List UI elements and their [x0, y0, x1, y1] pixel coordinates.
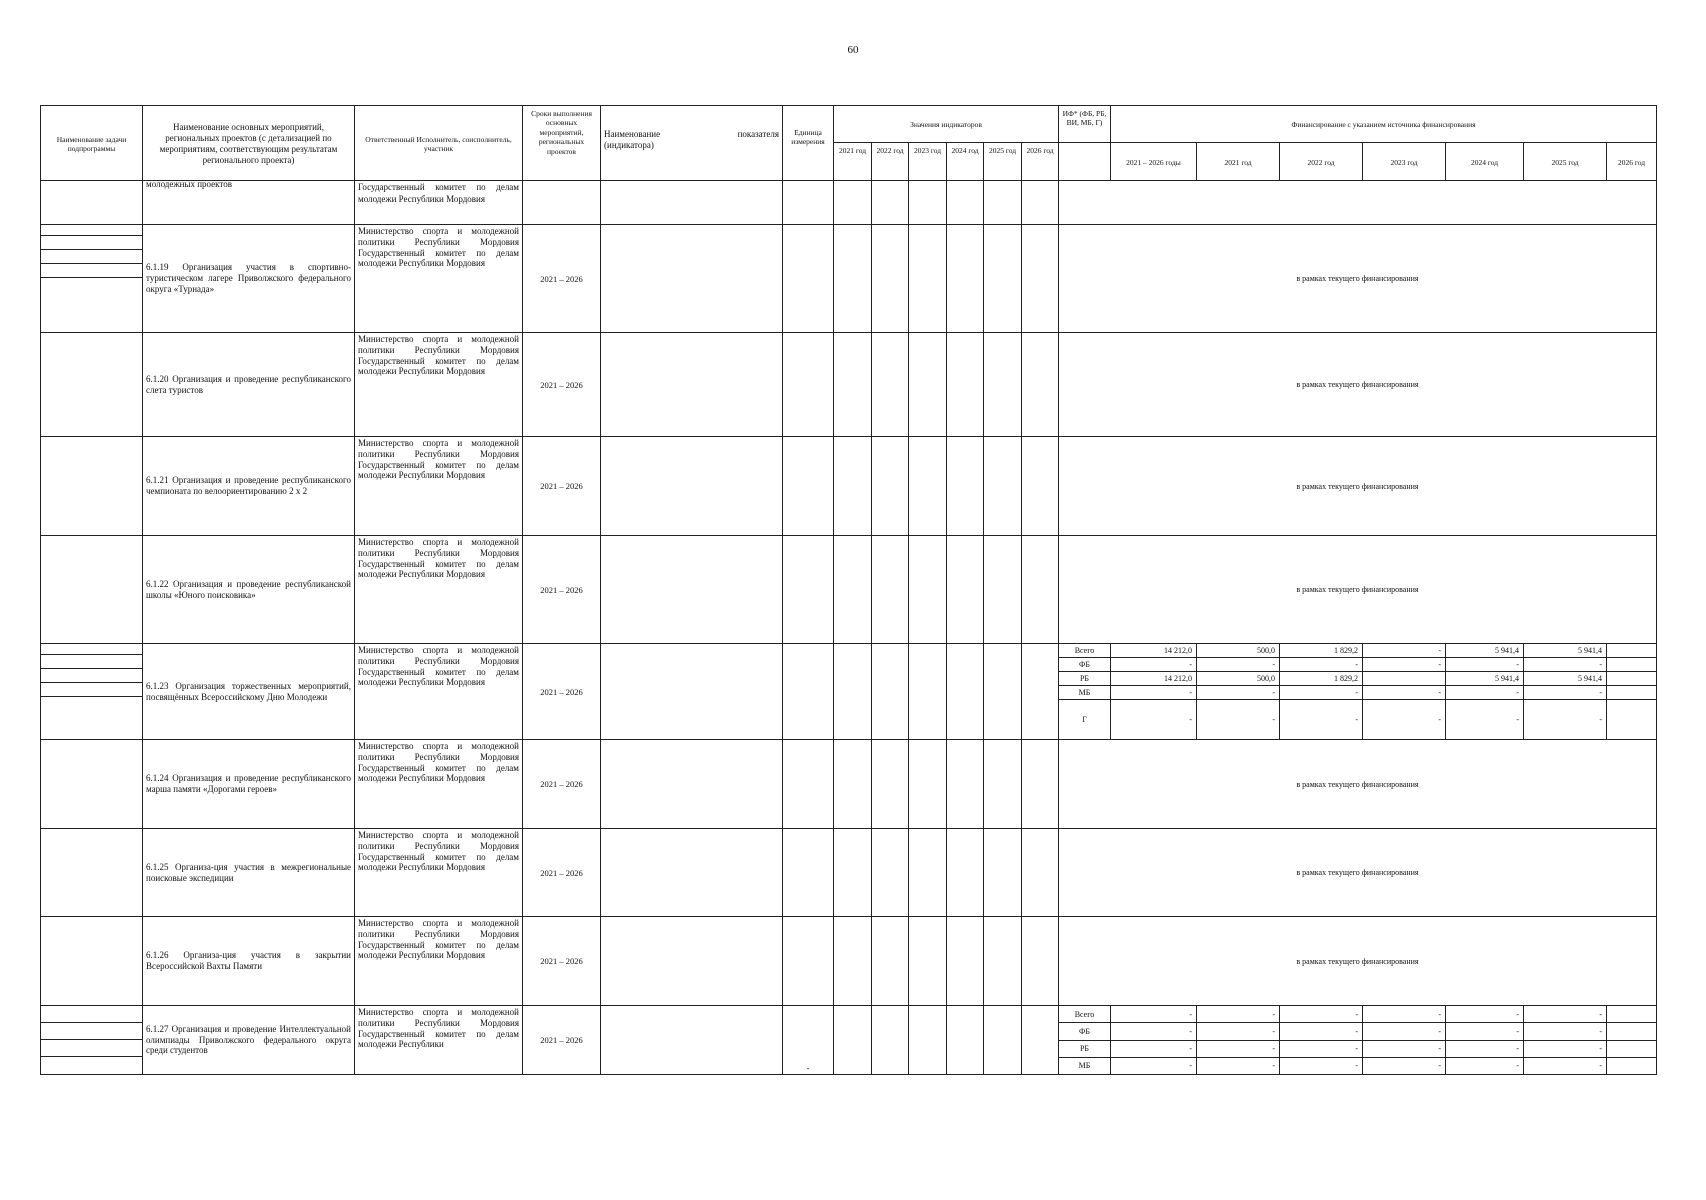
- header-task-name: Наименование задачи подпрограммы: [41, 106, 143, 181]
- value-cell: -: [1197, 1023, 1280, 1040]
- fin-year-2021: 2021 год: [1197, 143, 1280, 181]
- header-responsible: Ответственный Исполнитель, соисполнитель, участник: [355, 106, 523, 181]
- value-cell: -: [1280, 1040, 1363, 1057]
- activity-cell: 6.1.26 Организа-ция участия в закрытии Всероссийской Вахты Памяти: [143, 917, 355, 1006]
- value-cell: -: [1280, 1006, 1363, 1023]
- responsible-cell: Министерство спорта и молодежной политики Республики Мордовия Государственный комитет по делам молодежи Республики Мордовия: [355, 225, 523, 333]
- financing-cell: [1059, 181, 1657, 225]
- value-cell: 5 941,4: [1524, 644, 1607, 658]
- value-cell: -: [1280, 700, 1363, 740]
- term-cell: 2021 – 2026: [523, 536, 601, 644]
- table-row: [41, 917, 1657, 1006]
- value-cell: 500,0: [1197, 672, 1280, 686]
- table-row: [41, 536, 1657, 644]
- value-cell: [1607, 700, 1657, 740]
- indicator-name-right: показателя: [737, 129, 779, 139]
- value-cell: -: [1280, 1057, 1363, 1074]
- header-year-2026: 2026 год: [1022, 143, 1059, 181]
- header-terms: Сроки выполнения основных мероприятий, региональных проектов: [523, 106, 601, 181]
- fin-year-2022: 2022 год: [1280, 143, 1363, 181]
- activity-cell: 6.1.22 Организация и проведение республиканской школы «Юного поисковика»: [143, 536, 355, 644]
- value-cell: 14 212,0: [1111, 672, 1197, 686]
- value-cell: [1607, 672, 1657, 686]
- value-cell: -: [1363, 1057, 1446, 1074]
- source-label: ФБ: [1059, 1023, 1111, 1040]
- value-cell: -: [1111, 658, 1197, 672]
- header-row-1: [41, 106, 1657, 143]
- activity-cell: молодежных проектов: [143, 181, 355, 225]
- activity-cell: 6.1.21 Организация и проведение республиканского чемпионата по велоориентированию 2 x 2: [143, 437, 355, 536]
- value-cell: -: [1197, 1057, 1280, 1074]
- value-cell: -: [1280, 1023, 1363, 1040]
- source-label: ФБ: [1059, 658, 1111, 672]
- table-row: [41, 829, 1657, 917]
- value-cell: -: [1524, 1006, 1607, 1023]
- financing-note: в рамках текущего финансирования: [1059, 917, 1657, 1006]
- financing-note: в рамках текущего финансирования: [1059, 333, 1657, 437]
- term-cell: 2021 – 2026: [523, 740, 601, 829]
- value-cell: -: [1363, 644, 1446, 658]
- value-cell: [1607, 644, 1657, 658]
- value-cell: -: [1446, 658, 1524, 672]
- value-cell: 1 829,2: [1280, 672, 1363, 686]
- value-cell: [1607, 658, 1657, 672]
- header-year-2022: 2022 год: [872, 143, 909, 181]
- value-cell: 500,0: [1197, 644, 1280, 658]
- value-cell: -: [1197, 700, 1280, 740]
- task-cell: [41, 644, 143, 740]
- fin-year-2026: 2026 год: [1607, 143, 1657, 181]
- header-fin-source: ИФ* (ФБ, РБ, ВИ, МБ, Г): [1059, 106, 1111, 143]
- task-cell: [41, 1006, 143, 1075]
- value-cell: -: [1446, 1057, 1524, 1074]
- value-cell: -: [1446, 1040, 1524, 1057]
- financing-note: в рамках текущего финансирования: [1059, 536, 1657, 644]
- value-cell: -: [1197, 686, 1280, 700]
- term-cell: 2021 – 2026: [523, 644, 601, 740]
- financing-note: в рамках текущего финансирования: [1059, 829, 1657, 917]
- activity-cell: 6.1.24 Организация и проведение республиканского марша памяти «Дорогами героев»: [143, 740, 355, 829]
- value-cell: -: [1111, 1057, 1197, 1074]
- task-cell: [41, 333, 143, 437]
- value-cell: -: [1524, 1023, 1607, 1040]
- value-cell: -: [1111, 1023, 1197, 1040]
- value-cell: 5 941,4: [1524, 672, 1607, 686]
- term-cell: 2021 – 2026: [523, 333, 601, 437]
- task-cell: [41, 829, 143, 917]
- source-label: РБ: [1059, 672, 1111, 686]
- fin-year-total: 2021 – 2026 годы: [1111, 143, 1197, 181]
- header-year-2021: 2021 год: [834, 143, 872, 181]
- responsible-cell: Министерство спорта и молодежной политики Республики Мордовия Государственный комитет по делам молодежи Республики Мордовия: [355, 333, 523, 437]
- responsible-cell: Министерство спорта и молодежной политики Республики Мордовия Государственный комитет по делам молодежи Республики Мордовия: [355, 644, 523, 740]
- responsible-cell: Министерство спорта и молодежной политики Республики Мордовия Государственный комитет по делам молодежи Республики: [355, 1006, 523, 1075]
- value-cell: [1607, 1057, 1657, 1074]
- responsible-cell: Министерство спорта и молодежной политики Республики Мордовия Государственный комитет по делам молодежи Республики Мордовия: [355, 437, 523, 536]
- task-cell: [41, 740, 143, 829]
- fin-year-2025: 2025 год: [1524, 143, 1607, 181]
- value-cell: [1607, 1006, 1657, 1023]
- table-row: [41, 644, 1657, 658]
- source-label: МБ: [1059, 686, 1111, 700]
- value-cell: -: [1524, 1040, 1607, 1057]
- term-cell: 2021 – 2026: [523, 917, 601, 1006]
- value-cell: -: [1280, 658, 1363, 672]
- value-cell: -: [1111, 700, 1197, 740]
- table-row: [41, 181, 1657, 225]
- fin-year-2023: 2023 год: [1363, 143, 1446, 181]
- responsible-cell: Государственный комитет по делам молодежи Республики Мордовия: [355, 181, 523, 225]
- financing-note: в рамках текущего финансирования: [1059, 225, 1657, 333]
- source-label: РБ: [1059, 1040, 1111, 1057]
- value-cell: -: [1197, 1040, 1280, 1057]
- task-cell: [41, 225, 143, 333]
- unit-cell: -: [783, 1006, 834, 1075]
- value-cell: 1 829,2: [1280, 644, 1363, 658]
- value-cell: 14 212,0: [1111, 644, 1197, 658]
- value-cell: -: [1524, 658, 1607, 672]
- term-cell: 2021 – 2026: [523, 829, 601, 917]
- activity-cell: 6.1.25 Организа-ция участия в межрегиональные поисковые экспедиции: [143, 829, 355, 917]
- responsible-cell: Министерство спорта и молодежной политики Республики Мордовия Государственный комитет по делам молодежи Республики Мордовия: [355, 829, 523, 917]
- value-cell: -: [1363, 686, 1446, 700]
- value-cell: -: [1280, 686, 1363, 700]
- term-cell: 2021 – 2026: [523, 225, 601, 333]
- value-cell: 5 941,4: [1446, 672, 1524, 686]
- value-cell: -: [1197, 658, 1280, 672]
- header-year-2025: 2025 год: [984, 143, 1022, 181]
- source-label: МБ: [1059, 1057, 1111, 1074]
- value-cell: [1607, 1023, 1657, 1040]
- table-row: [41, 225, 1657, 333]
- header-indicator-values: Значения индикаторов: [834, 106, 1059, 143]
- term-cell: 2021 – 2026: [523, 1006, 601, 1075]
- responsible-cell: Министерство спорта и молодежной политики Республики Мордовия Государственный комитет по делам молодежи Республики Мордовия: [355, 740, 523, 829]
- value-cell: -: [1111, 1040, 1197, 1057]
- page-number: 60: [847, 44, 859, 56]
- header-fin-source-empty: [1059, 143, 1111, 181]
- value-cell: -: [1197, 1006, 1280, 1023]
- value-cell: [1607, 1040, 1657, 1057]
- header-activity-name: Наименование основных мероприятий, региональных проектов (с детализацией по мероприятиям, соответствующим результатам регионального проекта): [143, 106, 355, 181]
- activity-cell: 6.1.19 Организация участия в спортивно-туристическом лагере Приволжского федерального округа «Турнада»: [143, 225, 355, 333]
- task-cell: [41, 536, 143, 644]
- value-cell: -: [1363, 1006, 1446, 1023]
- header-year-2024: 2024 год: [947, 143, 984, 181]
- task-cell: [41, 917, 143, 1006]
- financing-note: в рамках текущего финансирования: [1059, 437, 1657, 536]
- value-cell: -: [1363, 1040, 1446, 1057]
- value-cell: 5 941,4: [1446, 644, 1524, 658]
- task-cell: [41, 181, 143, 225]
- value-cell: -: [1111, 1006, 1197, 1023]
- value-cell: -: [1524, 700, 1607, 740]
- source-label: Г: [1059, 700, 1111, 740]
- term-cell: 2021 – 2026: [523, 437, 601, 536]
- financing-note: в рамках текущего финансирования: [1059, 740, 1657, 829]
- responsible-cell: Министерство спорта и молодежной политики Республики Мордовия Государственный комитет по делам молодежи Республики Мордовия: [355, 536, 523, 644]
- indicator-name-sub: (индикатора): [604, 140, 654, 151]
- value-cell: -: [1446, 700, 1524, 740]
- value-cell: [1607, 686, 1657, 700]
- value-cell: -: [1446, 686, 1524, 700]
- activity-cell: 6.1.23 Организация торжественных мероприятий, посвящённых Всероссийскому Дню Молодежи: [143, 644, 355, 740]
- header-unit: Единица измерения: [783, 106, 834, 181]
- value-cell: -: [1524, 686, 1607, 700]
- value-cell: [1363, 672, 1446, 686]
- activity-cell: 6.1.27 Организация и проведение Интеллектуальной олимпиады Приволжского федерального округа среди студентов: [143, 1006, 355, 1075]
- value-cell: -: [1446, 1023, 1524, 1040]
- source-label: Всего: [1059, 1006, 1111, 1023]
- value-cell: -: [1363, 1023, 1446, 1040]
- program-table: [40, 105, 1657, 1075]
- value-cell: -: [1363, 700, 1446, 740]
- table-row: [41, 740, 1657, 829]
- indicator-name-left: Наименование: [604, 129, 661, 139]
- task-cell: [41, 437, 143, 536]
- value-cell: -: [1524, 1057, 1607, 1074]
- activity-cell: 6.1.20 Организация и проведение республиканского слета туристов: [143, 333, 355, 437]
- header-financing: Финансирование с указанием источника финансирования: [1111, 106, 1657, 143]
- header-indicator-name: [601, 106, 783, 181]
- table-row: [41, 1006, 1657, 1023]
- value-cell: -: [1363, 658, 1446, 672]
- responsible-cell: Министерство спорта и молодежной политики Республики Мордовия Государственный комитет по делам молодежи Республики Мордовия: [355, 917, 523, 1006]
- value-cell: -: [1111, 686, 1197, 700]
- fin-year-2024: 2024 год: [1446, 143, 1524, 181]
- table-row: [41, 333, 1657, 437]
- value-cell: -: [1446, 1006, 1524, 1023]
- source-label: Всего: [1059, 644, 1111, 658]
- header-year-2023: 2023 год: [909, 143, 947, 181]
- table-row: [41, 437, 1657, 536]
